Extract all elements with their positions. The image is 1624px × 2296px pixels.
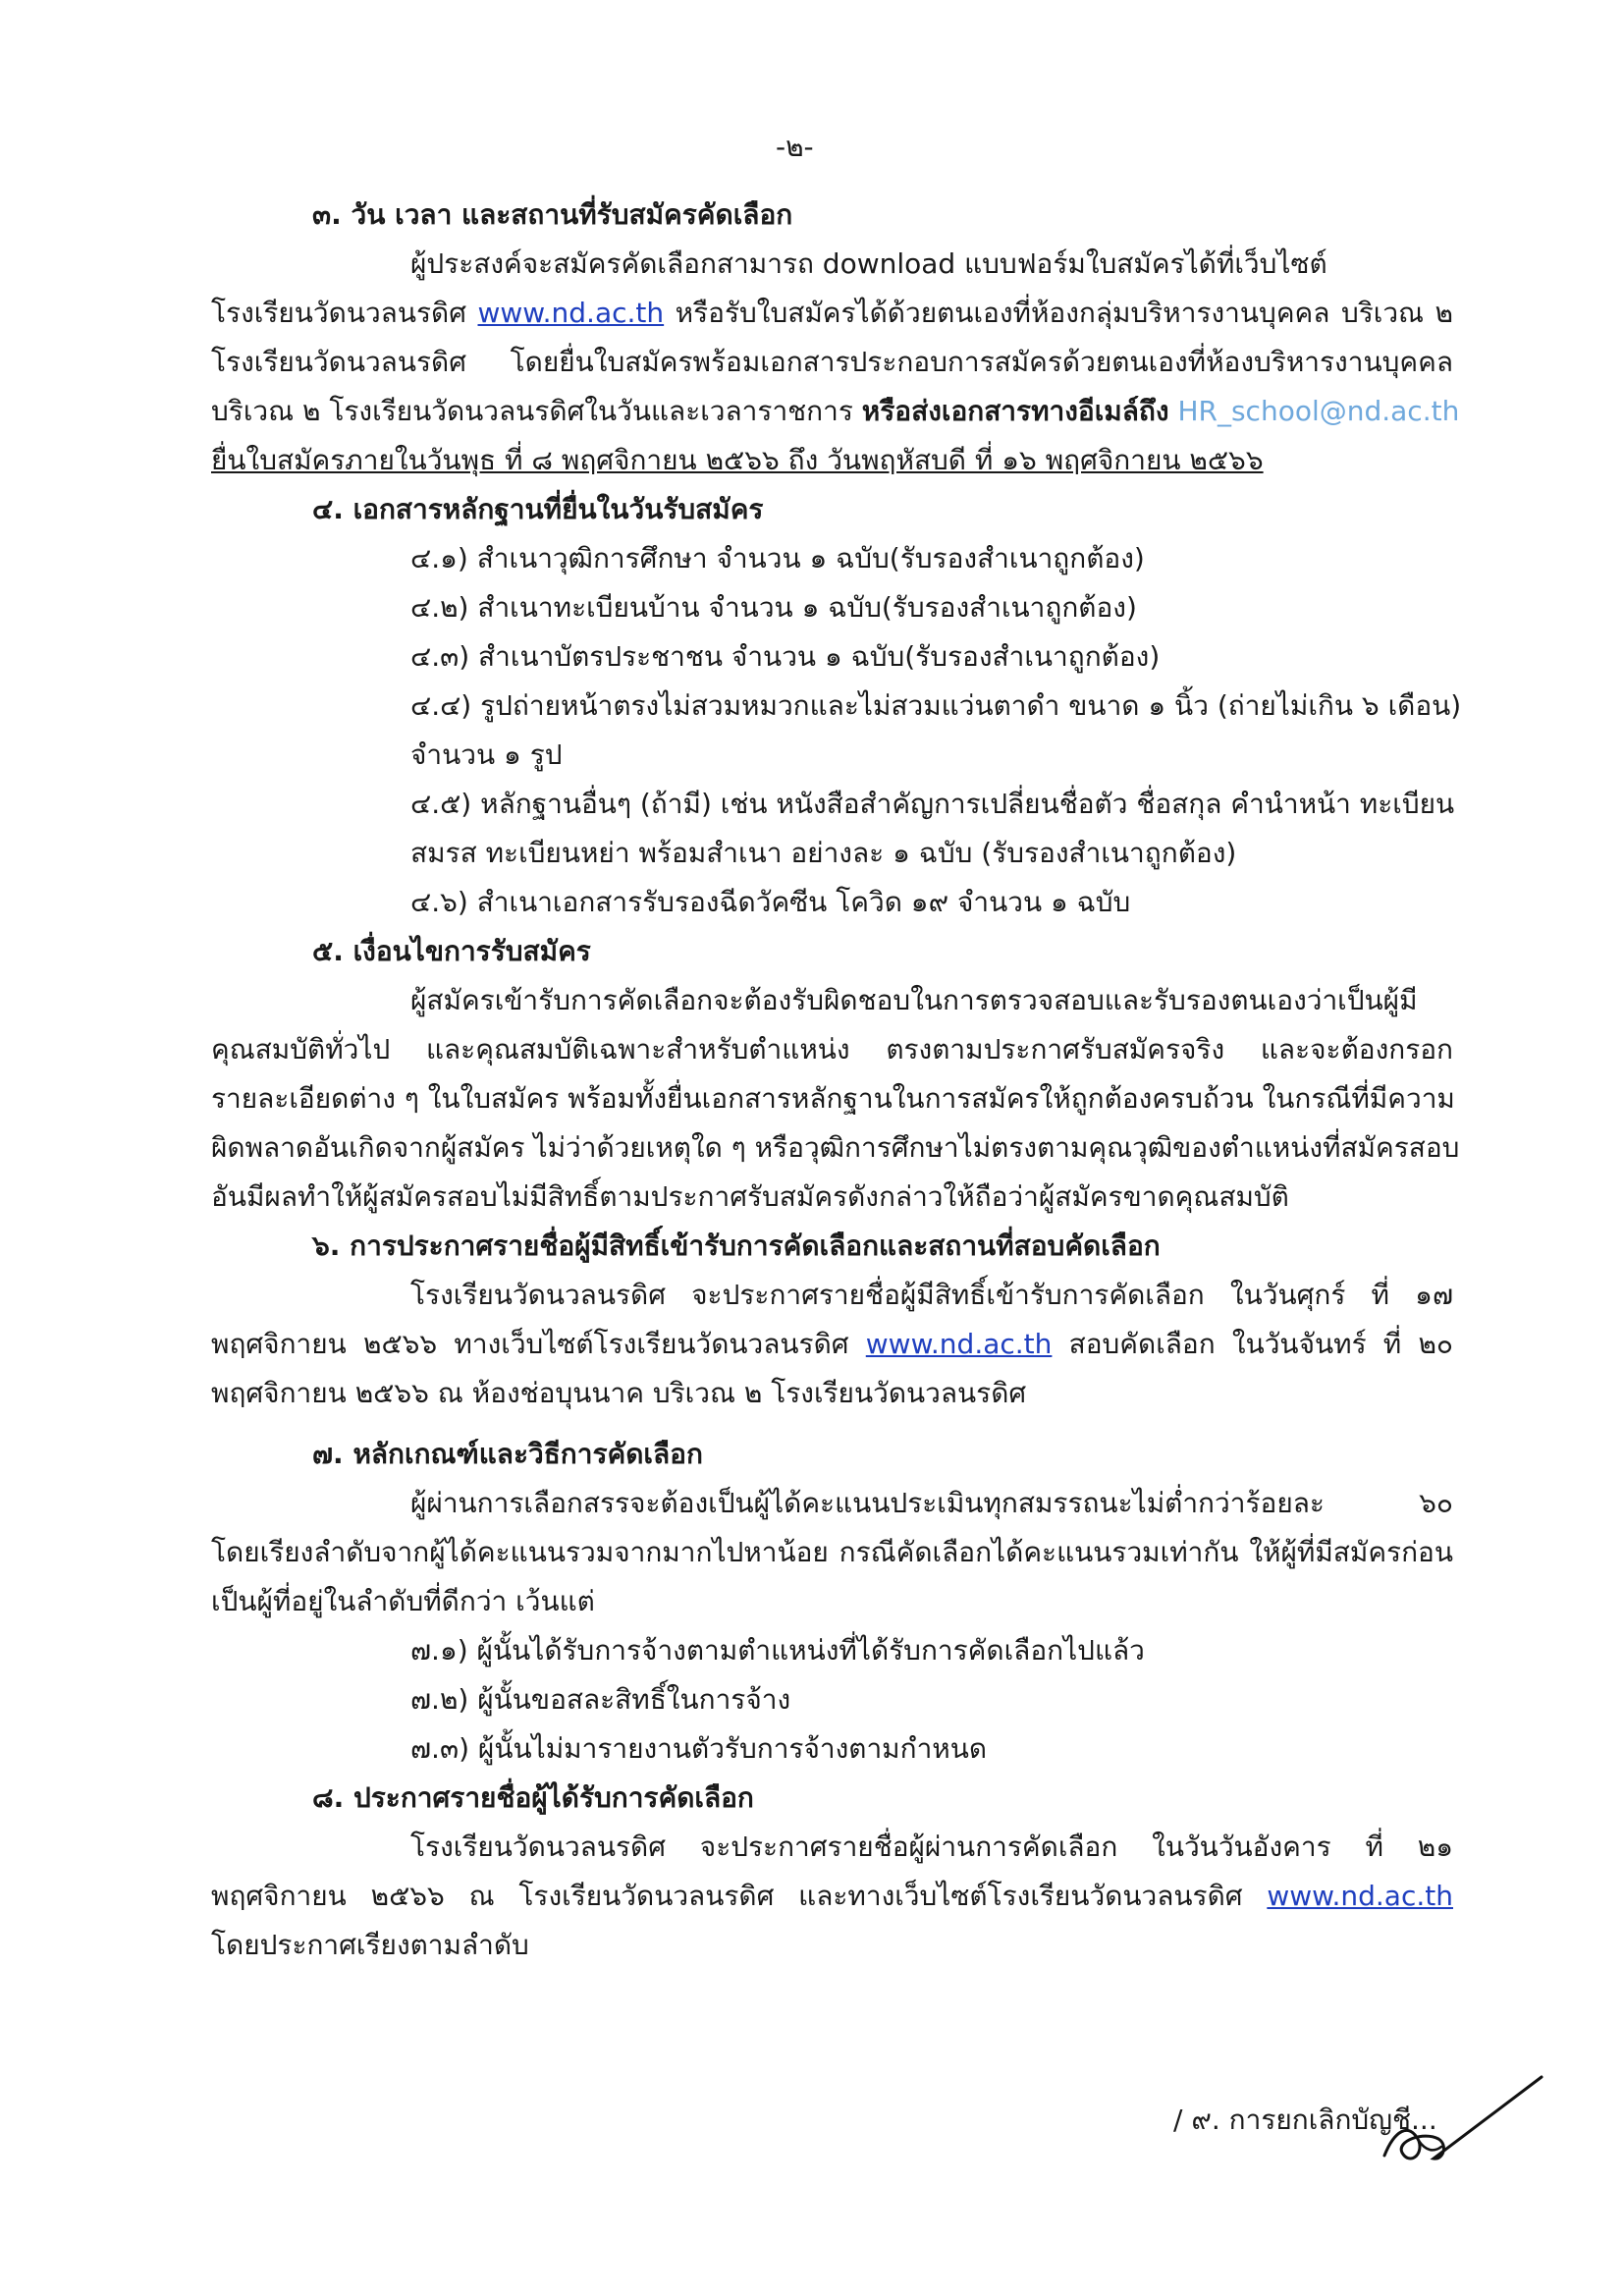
list-item: จำนวน ๑ รูป <box>410 738 563 771</box>
section-3-heading: ๓. วัน เวลา และสถานที่รับสมัครคัดเลือก <box>312 198 793 231</box>
section-6-text: โรงเรียนวัดนวลนรดิศ จะประกาศรายชื่อผู้มีสิทธิ์เข้ารับการคัดเลือก ในวันศุกร์ ที่ ๑๗ <box>410 1279 1453 1311</box>
list-item: ๔.๖) สำเนาเอกสารรับรองฉีดวัคซีน โควิด ๑๙ จำนวน ๑ ฉบับ <box>410 886 1131 918</box>
section-5-heading: ๕. เงื่อนไขการรับสมัคร <box>312 935 591 967</box>
email-link[interactable]: HR_school@nd.ac.th <box>1177 395 1460 427</box>
section-5-text: รายละเอียดต่าง ๆ ในใบสมัคร พร้อมทั้งยื่นเอกสารหลักฐานในการสมัครให้ถูกต้องครบถ้วน ในกรณีที่มีความ <box>211 1082 1455 1115</box>
application-period: ยื่นใบสมัครภายในวันพุธ ที่ ๘ พฤศจิกายน ๒๕๖๖ ถึง วันพฤหัสบดี ที่ ๑๖ พฤศจิกายน ๒๕๖๖ <box>211 444 1264 476</box>
section-8-text: โรงเรียนวัดนวลนรดิศ จะประกาศรายชื่อผู้ผ่านการคัดเลือก ในวันวันอังคาร ที่ ๒๑ <box>410 1831 1453 1863</box>
section-5-text: ผิดพลาดอันเกิดจากผู้สมัคร ไม่ว่าด้วยเหตุใด ๆ หรือวุฒิการศึกษาไม่ตรงตามคุณวุฒิของตำแหน่งที่สมัครสอบ <box>211 1131 1460 1164</box>
section-5-text: ผู้สมัครเข้ารับการคัดเลือกจะต้องรับผิดชอบในการตรวจสอบและรับรองตนเองว่าเป็นผู้มี <box>410 984 1418 1016</box>
section-6-text: พฤศจิกายน ๒๕๖๖ ณ ห้องช่อบุนนาค บริเวณ ๒ โรงเรียนวัดนวลนรดิศ <box>211 1377 1027 1409</box>
section-5-text: อันมีผลทำให้ผู้สมัครสอบไม่มีสิทธิ์ตามประกาศรับสมัครดังกล่าวให้ถือว่าผู้สมัครขาดคุณสมบัติ <box>211 1180 1289 1213</box>
section-6-text: พฤศจิกายน ๒๕๖๖ ทางเว็บไซต์โรงเรียนวัดนวลนรดิศ www.nd.ac.th สอบคัดเลือก ในวันจันทร์ ที่ ๒๐ <box>211 1328 1454 1360</box>
section-3-text: บริเวณ ๒ โรงเรียนวัดนวลนรดิศในวันและเวลาราชการ หรือส่งเอกสารทางอีเมล์ถึง HR_school@nd.ac.th <box>211 395 1460 427</box>
list-item: ๗.๑) ผู้นั้นได้รับการจ้างตามตำแหน่งที่ได้รับการคัดเลือกไปแล้ว <box>410 1634 1145 1667</box>
section-4-heading: ๔. เอกสารหลักฐานที่ยื่นในวันรับสมัคร <box>312 493 764 525</box>
section-8-text: พฤศจิกายน ๒๕๖๖ ณ โรงเรียนวัดนวลนรดิศ และทางเว็บไซต์โรงเรียนวัดนวลนรดิศ www.nd.ac.th <box>211 1880 1453 1912</box>
website-link[interactable]: www.nd.ac.th <box>477 297 665 329</box>
section-7-text: โดยเรียงลำดับจากผู้ได้คะแนนรวมจากมากไปหาน้อย กรณีคัดเลือกได้คะแนนรวมเท่ากัน ให้ผู้ที่มีสมัครก่อน <box>211 1536 1453 1568</box>
section-6-heading: ๖. การประกาศรายชื่อผู้มีสิทธิ์เข้ารับการคัดเลือกและสถานที่สอบคัดเลือก <box>312 1230 1161 1262</box>
section-8-heading: ๘. ประกาศรายชื่อผู้ได้รับการคัดเลือก <box>312 1781 754 1814</box>
list-item: ๗.๒) ผู้นั้นขอสละสิทธิ์ในการจ้าง <box>410 1683 791 1716</box>
list-item: ๗.๓) ผู้นั้นไม่มารายงานตัวรับการจ้างตามกำหนด <box>410 1732 988 1765</box>
list-item: ๔.๑) สำเนาวุฒิการศึกษา จำนวน ๑ ฉบับ(รับรองสำเนาถูกต้อง) <box>410 542 1145 574</box>
section-3-text: โรงเรียนวัดนวลนรดิศ www.nd.ac.th หรือรับใบสมัครได้ด้วยตนเองที่ห้องกลุ่มบริหารงานบุคคล บริเวณ ๒ <box>211 297 1453 329</box>
section-5-text: คุณสมบัติทั่วไป และคุณสมบัติเฉพาะสำหรับตำแหน่ง ตรงตามประกาศรับสมัครจริง และจะต้องกรอก <box>211 1033 1453 1066</box>
section-8-text: โดยประกาศเรียงตามลำดับ <box>211 1929 529 1961</box>
section-3-text: ผู้ประสงค์จะสมัครคัดเลือกสามารถ download แบบฟอร์มใบสมัครได้ที่เว็บไซต์ <box>410 247 1327 280</box>
section-7-heading: ๗. หลักเกณฑ์และวิธีการคัดเลือก <box>312 1438 703 1470</box>
list-item: สมรส ทะเบียนหย่า พร้อมสำเนา อย่างละ ๑ ฉบับ (รับรองสำเนาถูกต้อง) <box>410 837 1237 869</box>
continuation-note: / ๙. การยกเลิกบัญชี... <box>1173 2104 1437 2136</box>
section-7-text: เป็นผู้ที่อยู่ในลำดับที่ดีกว่า เว้นแต่ <box>211 1585 595 1617</box>
page-number: -๒- <box>776 131 814 163</box>
section-3-text: โรงเรียนวัดนวลนรดิศ โดยยื่นใบสมัครพร้อมเอกสารประกอบการสมัครด้วยตนเองที่ห้องบริหารงานบุคคล <box>211 346 1453 378</box>
list-item: ๔.๒) สำเนาทะเบียนบ้าน จำนวน ๑ ฉบับ(รับรองสำเนาถูกต้อง) <box>410 591 1137 624</box>
signature-mark <box>1365 2062 1561 2180</box>
section-7-text: ผู้ผ่านการเลือกสรรจะต้องเป็นผู้ได้คะแนนประเมินทุกสมรรถนะไม่ต่ำกว่าร้อยละ ๖๐ <box>410 1487 1453 1519</box>
website-link[interactable]: www.nd.ac.th <box>865 1328 1053 1360</box>
list-item: ๔.๔) รูปถ่ายหน้าตรงไม่สวมหมวกและไม่สวมแว่นตาดำ ขนาด ๑ นิ้ว (ถ่ายไม่เกิน ๖ เดือน) <box>410 689 1462 722</box>
list-item: ๔.๓) สำเนาบัตรประชาชน จำนวน ๑ ฉบับ(รับรองสำเนาถูกต้อง) <box>410 640 1161 673</box>
list-item: ๔.๕) หลักฐานอื่นๆ (ถ้ามี) เช่น หนังสือสำคัญการเปลี่ยนชื่อตัว ชื่อสกุล คำนำหน้า ทะเบียน <box>410 788 1455 820</box>
website-link[interactable]: www.nd.ac.th <box>1267 1880 1453 1912</box>
